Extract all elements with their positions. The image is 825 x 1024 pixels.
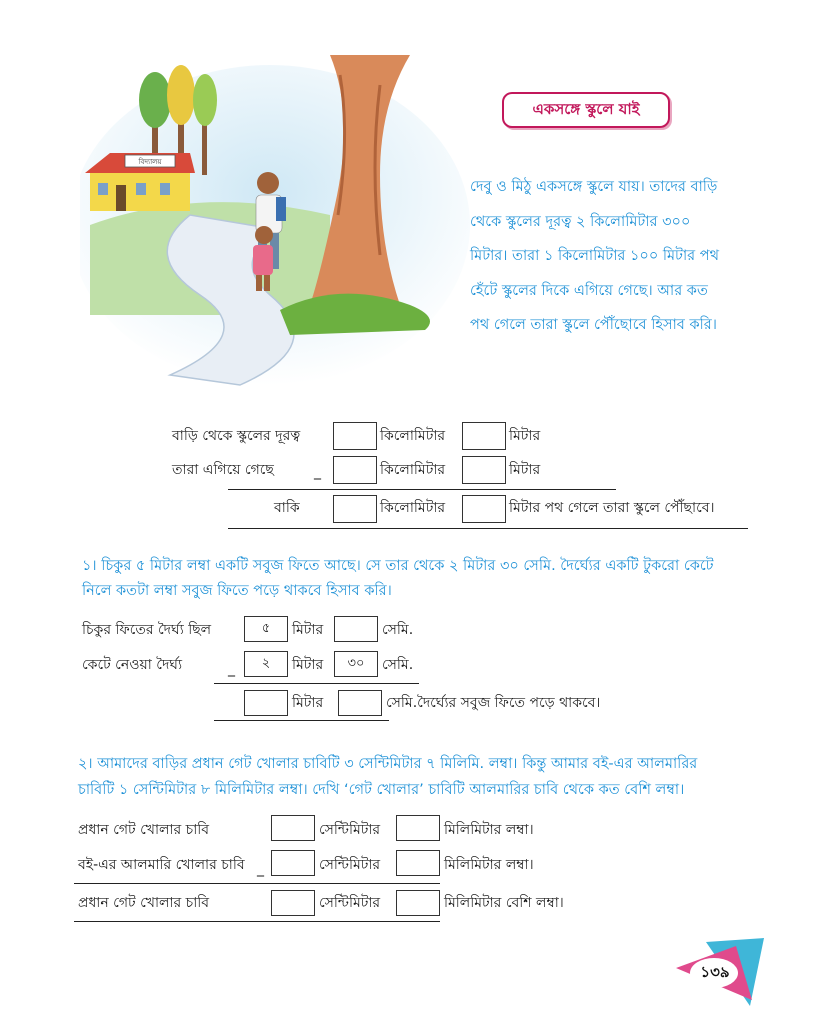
m-answer-box[interactable] <box>462 456 506 484</box>
unit-cm: সেন্টিমিটার <box>319 857 381 873</box>
minus-sign: _ <box>257 861 264 877</box>
mm-answer-box[interactable] <box>396 850 440 876</box>
school-sign: বিদ্যালয় <box>138 158 162 166</box>
mm-answer-box[interactable] <box>396 890 440 916</box>
km-answer-box[interactable] <box>333 456 377 484</box>
result-line <box>74 921 440 922</box>
subtraction-line <box>228 489 616 490</box>
cm-box: ৩০ <box>334 651 378 677</box>
lesson-title: একসঙ্গে স্কুলে যাই <box>502 92 670 128</box>
story-line: দেবু ও মিঠু একসঙ্গে স্কুলে যায়। তাদের বাড়ি <box>470 179 718 195</box>
unit-m: মিটার <box>509 462 541 478</box>
row-suffix: মিলিমিটার লম্বা। <box>444 822 534 838</box>
cm-answer-box[interactable] <box>271 850 315 876</box>
ribbon-length-label: চিকুর ফিতের দৈর্ঘ্য ছিল <box>82 622 212 638</box>
walked-label: তারা এগিয়ে গেছে <box>172 462 274 478</box>
subtraction-line <box>74 883 440 884</box>
story-line: হেঁটে স্কুলের দিকে এগিয়ে গেছে। আর কত <box>470 282 708 299</box>
km-answer-box[interactable] <box>333 422 377 450</box>
question-1-line: ১। চিকুর ৫ মিটার লম্বা একটি সবুজ ফিতে আছে। সে তার থেকে ২ মিটার ৩০ সেমি. দৈর্ঘ্যের একটি টুকরো কেটে <box>82 558 714 574</box>
question-2-line: ২। আমাদের বাড়ির প্রধান গেট খোলার চাবিটি ৩ সেন্টিমিটার ৭ মিলিমি. লম্বা। কিন্তু আমার বই-এর আলমারির <box>78 756 698 772</box>
m-answer-box[interactable] <box>462 495 506 523</box>
minus-sign: _ <box>314 464 321 480</box>
unit-cm: সেন্টিমিটার <box>319 895 381 911</box>
story-line: মিটার। তারা ১ কিলোমিটার ১০০ মিটার পথ <box>470 248 719 264</box>
unit-m: মিটার <box>509 428 541 444</box>
cm-answer-box[interactable] <box>338 690 382 716</box>
distance-label: বাড়ি থেকে স্কুলের দূরত্ব <box>172 428 301 444</box>
metre-box: ২ <box>244 651 288 677</box>
mm-answer-box[interactable] <box>396 815 440 841</box>
school-walk-illustration <box>80 55 480 395</box>
km-answer-box[interactable] <box>333 495 377 523</box>
main-gate-key-label: প্রধান গেট খোলার চাবি <box>78 895 210 911</box>
main-gate-key-label: প্রধান গেট খোলার চাবি <box>78 822 210 838</box>
minus-sign: _ <box>228 661 235 677</box>
unit-cm: সেমি. <box>382 657 414 673</box>
row-suffix: মিলিমিটার লম্বা। <box>444 857 534 873</box>
unit-cm: সেন্টিমিটার <box>319 822 381 838</box>
unit-m: মিটার <box>292 622 324 638</box>
remaining-suffix: মিটার পথ গেলে তারা স্কুলে পৌঁছাবে। <box>509 500 715 516</box>
unit-cm: সেমি. <box>382 622 414 638</box>
unit-m: মিটার <box>292 695 324 711</box>
cm-answer-box[interactable] <box>271 890 315 916</box>
remaining-suffix: সেমি.দৈর্ঘ্যের সবুজ ফিতে পড়ে থাকবে। <box>386 695 601 711</box>
school-building <box>85 153 195 211</box>
metre-answer-box[interactable] <box>244 690 288 716</box>
unit-km: কিলোমিটার <box>380 428 446 444</box>
question-1-line: নিলে কতটা লম্বা সবুজ ফিতে পড়ে থাকবে হিসাব করি। <box>82 583 392 599</box>
cm-answer-box[interactable] <box>271 815 315 841</box>
unit-m: মিটার <box>292 657 324 673</box>
subtraction-line <box>214 683 419 684</box>
result-line <box>228 528 748 529</box>
metre-box: ৫ <box>244 616 288 642</box>
m-answer-box[interactable] <box>462 422 506 450</box>
remaining-label: বাকি <box>274 500 300 516</box>
story-paragraph <box>470 170 770 343</box>
story-line: থেকে স্কুলের দূরত্ব ২ কিলোমিটার ৩০০ <box>470 213 691 230</box>
cm-answer-box[interactable] <box>334 616 378 642</box>
question-2-line: চাবিটি ১ সেন্টিমিটার ৮ মিলিমিটার লম্বা। দেখি ‘গেট খোলার’ চাবিটি আলমারির চাবি থেকে কত বেশি লম্বা। <box>78 782 685 798</box>
story-line: পথ গেলে তারা স্কুলে পৌঁছোবে হিসাব করি। <box>470 317 717 333</box>
unit-km: কিলোমিটার <box>380 500 446 516</box>
result-suffix: মিলিমিটার বেশি লম্বা। <box>444 895 564 911</box>
almirah-key-label: বই-এর আলমারি খোলার চাবি <box>78 857 245 873</box>
unit-km: কিলোমিটার <box>380 462 446 478</box>
page-number: ১৩৯ <box>700 962 730 981</box>
cut-length-label: কেটে নেওয়া দৈর্ঘ্য <box>82 657 183 673</box>
result-line <box>214 720 389 721</box>
